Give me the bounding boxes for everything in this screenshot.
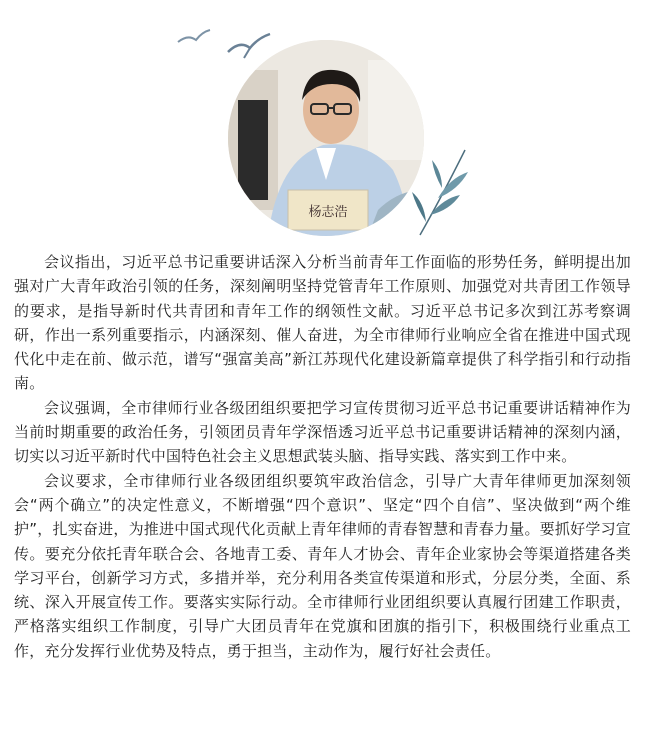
nameplate-text: 杨志浩 <box>308 205 348 220</box>
speaker-photo <box>228 40 424 236</box>
leaf-decoration-icon <box>410 140 480 240</box>
paragraph-3: 会议要求，全市律师行业各级团组织要筑牢政治信念，引导广大青年律师更加深刻领会“两个确立”的决定性意义，不断增强“四个意识”、坚定“四个自信”、坚决做到“两个维护”，扎实奋进，为推进中国式现代化贡献上青年律师的青春智慧和青春力量。要抓好学习宣传。要充分依托青年联合会、各地青工委、青年人才协会、青年企业家协会等渠道搭建各类学习平台，创新学习方式，多措并举，充分利用各类宣传渠道和形式，分层分类，全面、系统、深入开展宣传工作。要落实实际行动。全市律师行业团组织要认真履行团建工作职责，严格落实组织工作制度，引导广大团员青年在党旗和团旗的指引下，积极围绕行业重点工作，充分发挥行业优势及特点，勇于担当，主动作为，履行好社会责任。 <box>14 471 631 660</box>
article-body <box>14 250 631 663</box>
photo-area <box>0 0 645 240</box>
paragraph-1: 会议指出，习近平总书记重要讲话深入分析当前青年工作面临的形势任务，鲜明提出加强对广大青年政治引领的任务，深刻阐明坚持党管青年工作原则、加强党对共青团工作领导的要求，是指导新时代共青团和青年工作的纲领性文献。习近平总书记多次到江苏考察调研，作出一系列重要指示，内涵深刻、催人奋进，为全市律师行业响应全省在推进中国式现代化中走在前、做示范，谱写“强富美高”新江苏现代化建设新篇章提供了科学指引和行动指南。 <box>14 253 631 393</box>
paragraph-2: 会议强调，全市律师行业各级团组织要把学习宣传贯彻习近平总书记重要讲话精神作为当前时期重要的政治任务，引领团员青年学深悟透习近平总书记重要讲话精神的深刻内涵，切实以习近平新时代中国特色社会主义思想武装头脑、指导实践、落实到工作中来。 <box>14 398 631 466</box>
bird-decoration-icon <box>170 22 280 62</box>
